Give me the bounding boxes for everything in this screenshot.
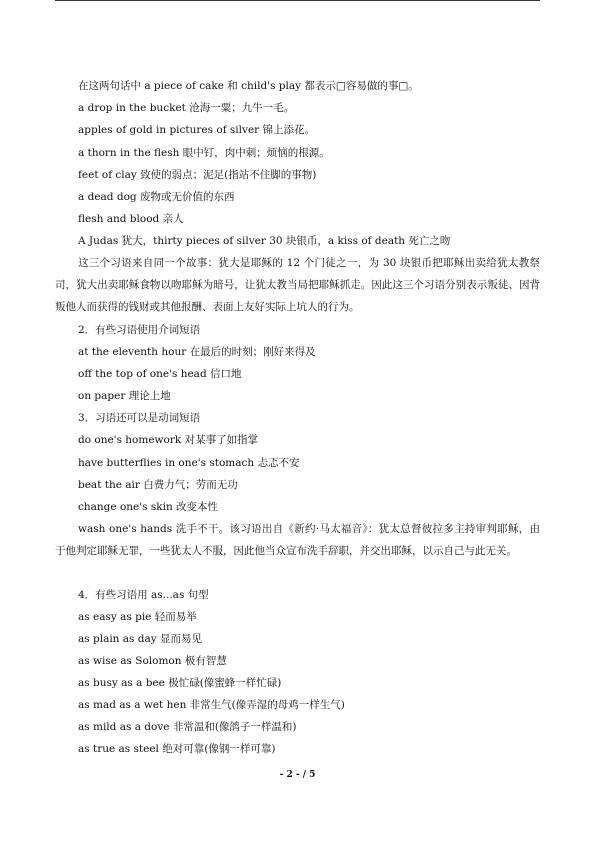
idiom-line: A Judas 犹大，thirty pieces of silver 30 块银币，a kiss of death 死亡之吻: [78, 235, 451, 247]
idiom-line: beat the air 白费力气；劳而无功: [78, 479, 238, 491]
idiom-line: off the top of one's head 信口地: [78, 368, 242, 380]
idiom-line: as busy as a bee 极忙碌(像蜜蜂一样忙碌): [78, 677, 282, 689]
page-number: - 2 - / 5: [279, 770, 316, 780]
idiom-line: 在这两句话中 a piece of cake 和 child's play 都表示□容易做的事□。: [78, 80, 419, 92]
idiom-line: as wise as Solomon 极有智慧: [78, 655, 227, 667]
idiom-line: at the eleventh hour 在最后的时刻；刚好来得及: [78, 346, 316, 358]
idiom-line: a thorn in the flesh 眼中钉，肉中刺；烦恼的根源。: [78, 147, 330, 159]
idiom-line: flesh and blood 亲人: [78, 213, 184, 225]
idiom-line: as mad as a wet hen 非常生气(像弄湿的母鸡一样生气): [78, 699, 345, 711]
idiom-line: feet of clay 致使的弱点；泥足(指站不住脚的事物): [78, 169, 317, 181]
idiom-line: as mild as a dove 非常温和(像鸽子一样温和): [78, 721, 297, 733]
idiom-line: a drop in the bucket 沧海一粟；九牛一毛。: [78, 102, 295, 114]
idiom-line: on paper 理论上地: [78, 390, 171, 402]
idiom-line: apples of gold in pictures of silver 锦上添花。: [78, 124, 316, 136]
idiom-line: as easy as pie 轻而易举: [78, 611, 197, 623]
paragraph-judas-explanation: 这三个习语来自同一个故事：犹大是耶稣的 12 个门徒之一，为 30 块银币把耶稣出卖给犹太教祭司，犹大出卖耶稣食物以吻耶稣为暗号，让犹太教当局把耶稣抓走。因此这三个习语分别表示叛徒、因背叛他人而获得的钱财或其他报酬、表面上友好实际上坑人的行为。: [55, 257, 540, 314]
section-heading: 3．习语还可以是动词短语: [78, 412, 201, 424]
idiom-line: do one's homework 对某事了如指掌: [78, 434, 259, 446]
idiom-line: as plain as day 显而易见: [78, 633, 203, 645]
idiom-line: change one's skin 改变本性: [78, 501, 219, 513]
idiom-line: as true as steel 绝对可靠(像钢一样可靠): [78, 743, 276, 755]
paragraph-wash-hands: wash one's hands 洗手不干。该习语出自《新约·马太福音》：犹太总督彼拉多主持审判耶稣，由于他判定耶稣无罪，一些犹太人不服，因此他当众宣布洗手辞职，并交出耶稣，以示自己与此无关。: [55, 523, 540, 558]
top-rule: [55, 0, 540, 1]
section-heading: 2．有些习语使用介词短语: [78, 324, 201, 336]
idiom-line: a dead dog 废物或无价值的东西: [78, 191, 235, 203]
idiom-line: have butterflies in one's stomach 忐忑不安: [78, 457, 300, 469]
section-heading: 4．有些习语用 as...as 句型: [78, 589, 209, 601]
